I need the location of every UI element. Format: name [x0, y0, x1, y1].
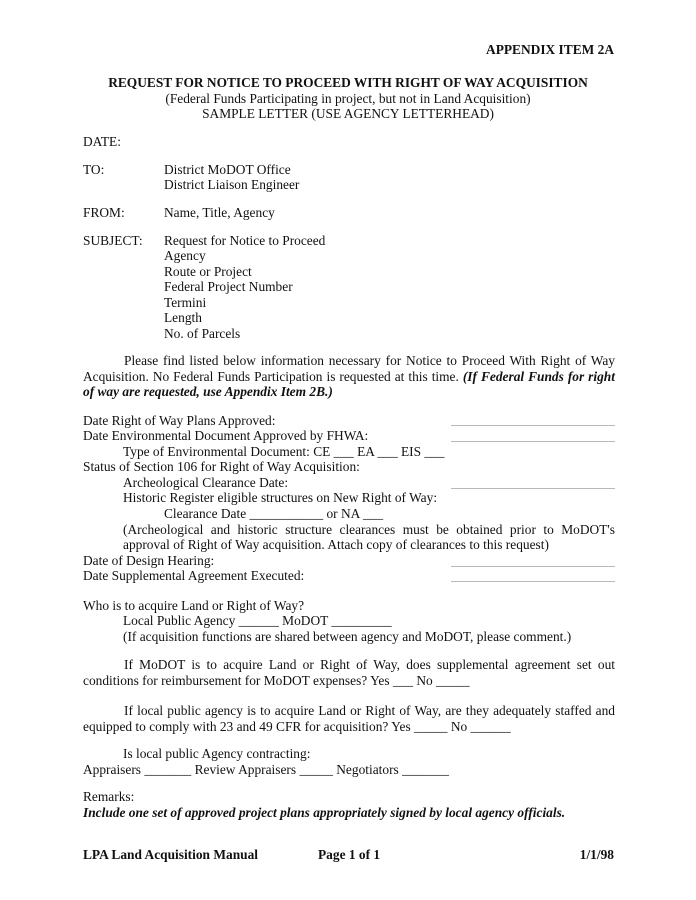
- remarks-label: Remarks:: [83, 789, 135, 804]
- subject-label: SUBJECT:: [83, 233, 143, 248]
- document-subtitle: (Federal Funds Participating in project, but not in Land Acquisition): [165, 91, 531, 106]
- arch-clearance-blank[interactable]: [451, 488, 615, 489]
- footer-page-number: Page 1 of 1: [318, 847, 381, 862]
- intro-text: Please find listed below information necessary for Notice to Proceed With Right of Way Acquisition. No Federal Funds Participation is requested at this time.: [83, 353, 615, 384]
- intro-paragraph: [83, 353, 615, 400]
- supplemental-agreement-label: Date Supplemental Agreement Executed:: [83, 568, 305, 583]
- design-hearing-blank[interactable]: [451, 566, 615, 567]
- env-doc-type-label: Type of Environmental Document: CE ___ EA ___ EIS ___: [123, 444, 445, 459]
- document-title: REQUEST FOR NOTICE TO PROCEED WITH RIGHT OF WAY ACQUISITION: [108, 75, 588, 90]
- modot-question: If MoDOT is to acquire Land or Right of Way, does supplemental agreement set out conditions for reimbursement for MoDOT expenses? Yes ___ No _____: [83, 657, 615, 688]
- clearance-note-line-2: approval of Right of Way acquisition. Attach copy of clearances to this request): [123, 537, 549, 552]
- footer-date: 1/1/98: [579, 847, 614, 862]
- supplemental-agreement-blank[interactable]: [451, 581, 615, 582]
- clearance-date-label: Clearance Date ___________ or NA ___: [164, 506, 384, 521]
- to-label: TO:: [83, 162, 105, 177]
- subject-line: Length: [164, 310, 202, 325]
- design-hearing-label: Date of Design Hearing:: [83, 553, 215, 568]
- intro-emphasis: (If Federal Funds for right of way are requested, use Appendix Item 2B.): [83, 368, 615, 399]
- acquirer-options: Local Public Agency ______ MoDOT _________: [123, 613, 392, 628]
- arch-clearance-label: Archeological Clearance Date:: [123, 475, 289, 490]
- subject-line: Route or Project: [164, 264, 252, 279]
- from-label: FROM:: [83, 205, 125, 220]
- to-line-1: District MoDOT Office: [164, 162, 291, 177]
- subject-line: Federal Project Number: [164, 279, 293, 294]
- remarks-note: Include one set of approved project plans appropriately signed by local agency officials.: [83, 805, 566, 820]
- contracting-question: Is local public Agency contracting:: [123, 746, 311, 761]
- env-doc-approved-label: Date Environmental Document Approved by FHWA:: [83, 428, 369, 443]
- from-value: Name, Title, Agency: [164, 205, 275, 220]
- contracting-options: Appraisers _______ Review Appraisers _____ Negotiators _______: [83, 762, 449, 777]
- acquirer-comment: (If acquisition functions are shared between agency and MoDOT, please comment.): [123, 629, 572, 644]
- date-label: DATE:: [83, 134, 121, 149]
- to-line-2: District Liaison Engineer: [164, 177, 300, 192]
- subject-line: Agency: [164, 248, 206, 263]
- plans-approved-blank[interactable]: [451, 425, 615, 426]
- footer-manual-name: LPA Land Acquisition Manual: [83, 847, 258, 862]
- historic-register-label: Historic Register eligible structures on New Right of Way:: [123, 490, 438, 505]
- subject-line: Termini: [164, 295, 207, 310]
- appendix-label: APPENDIX ITEM 2A: [486, 42, 614, 57]
- section106-status-label: Status of Section 106 for Right of Way Acquisition:: [83, 459, 360, 474]
- plans-approved-label: Date Right of Way Plans Approved:: [83, 413, 276, 428]
- sample-letter-note: SAMPLE LETTER (USE AGENCY LETTERHEAD): [202, 106, 494, 121]
- clearance-note-line-1: (Archeological and historic structure clearances must be obtained prior to MoDOT's: [123, 522, 615, 537]
- acquirer-question: Who is to acquire Land or Right of Way?: [83, 598, 305, 613]
- subject-line: Request for Notice to Proceed: [164, 233, 326, 248]
- env-doc-approved-blank[interactable]: [451, 441, 615, 442]
- subject-line: No. of Parcels: [164, 326, 241, 341]
- local-agency-question: If local public agency is to acquire Land or Right of Way, are they adequately staffed and equipped to comply with 23 and 49 CFR for acquisition? Yes _____ No ______: [83, 703, 615, 734]
